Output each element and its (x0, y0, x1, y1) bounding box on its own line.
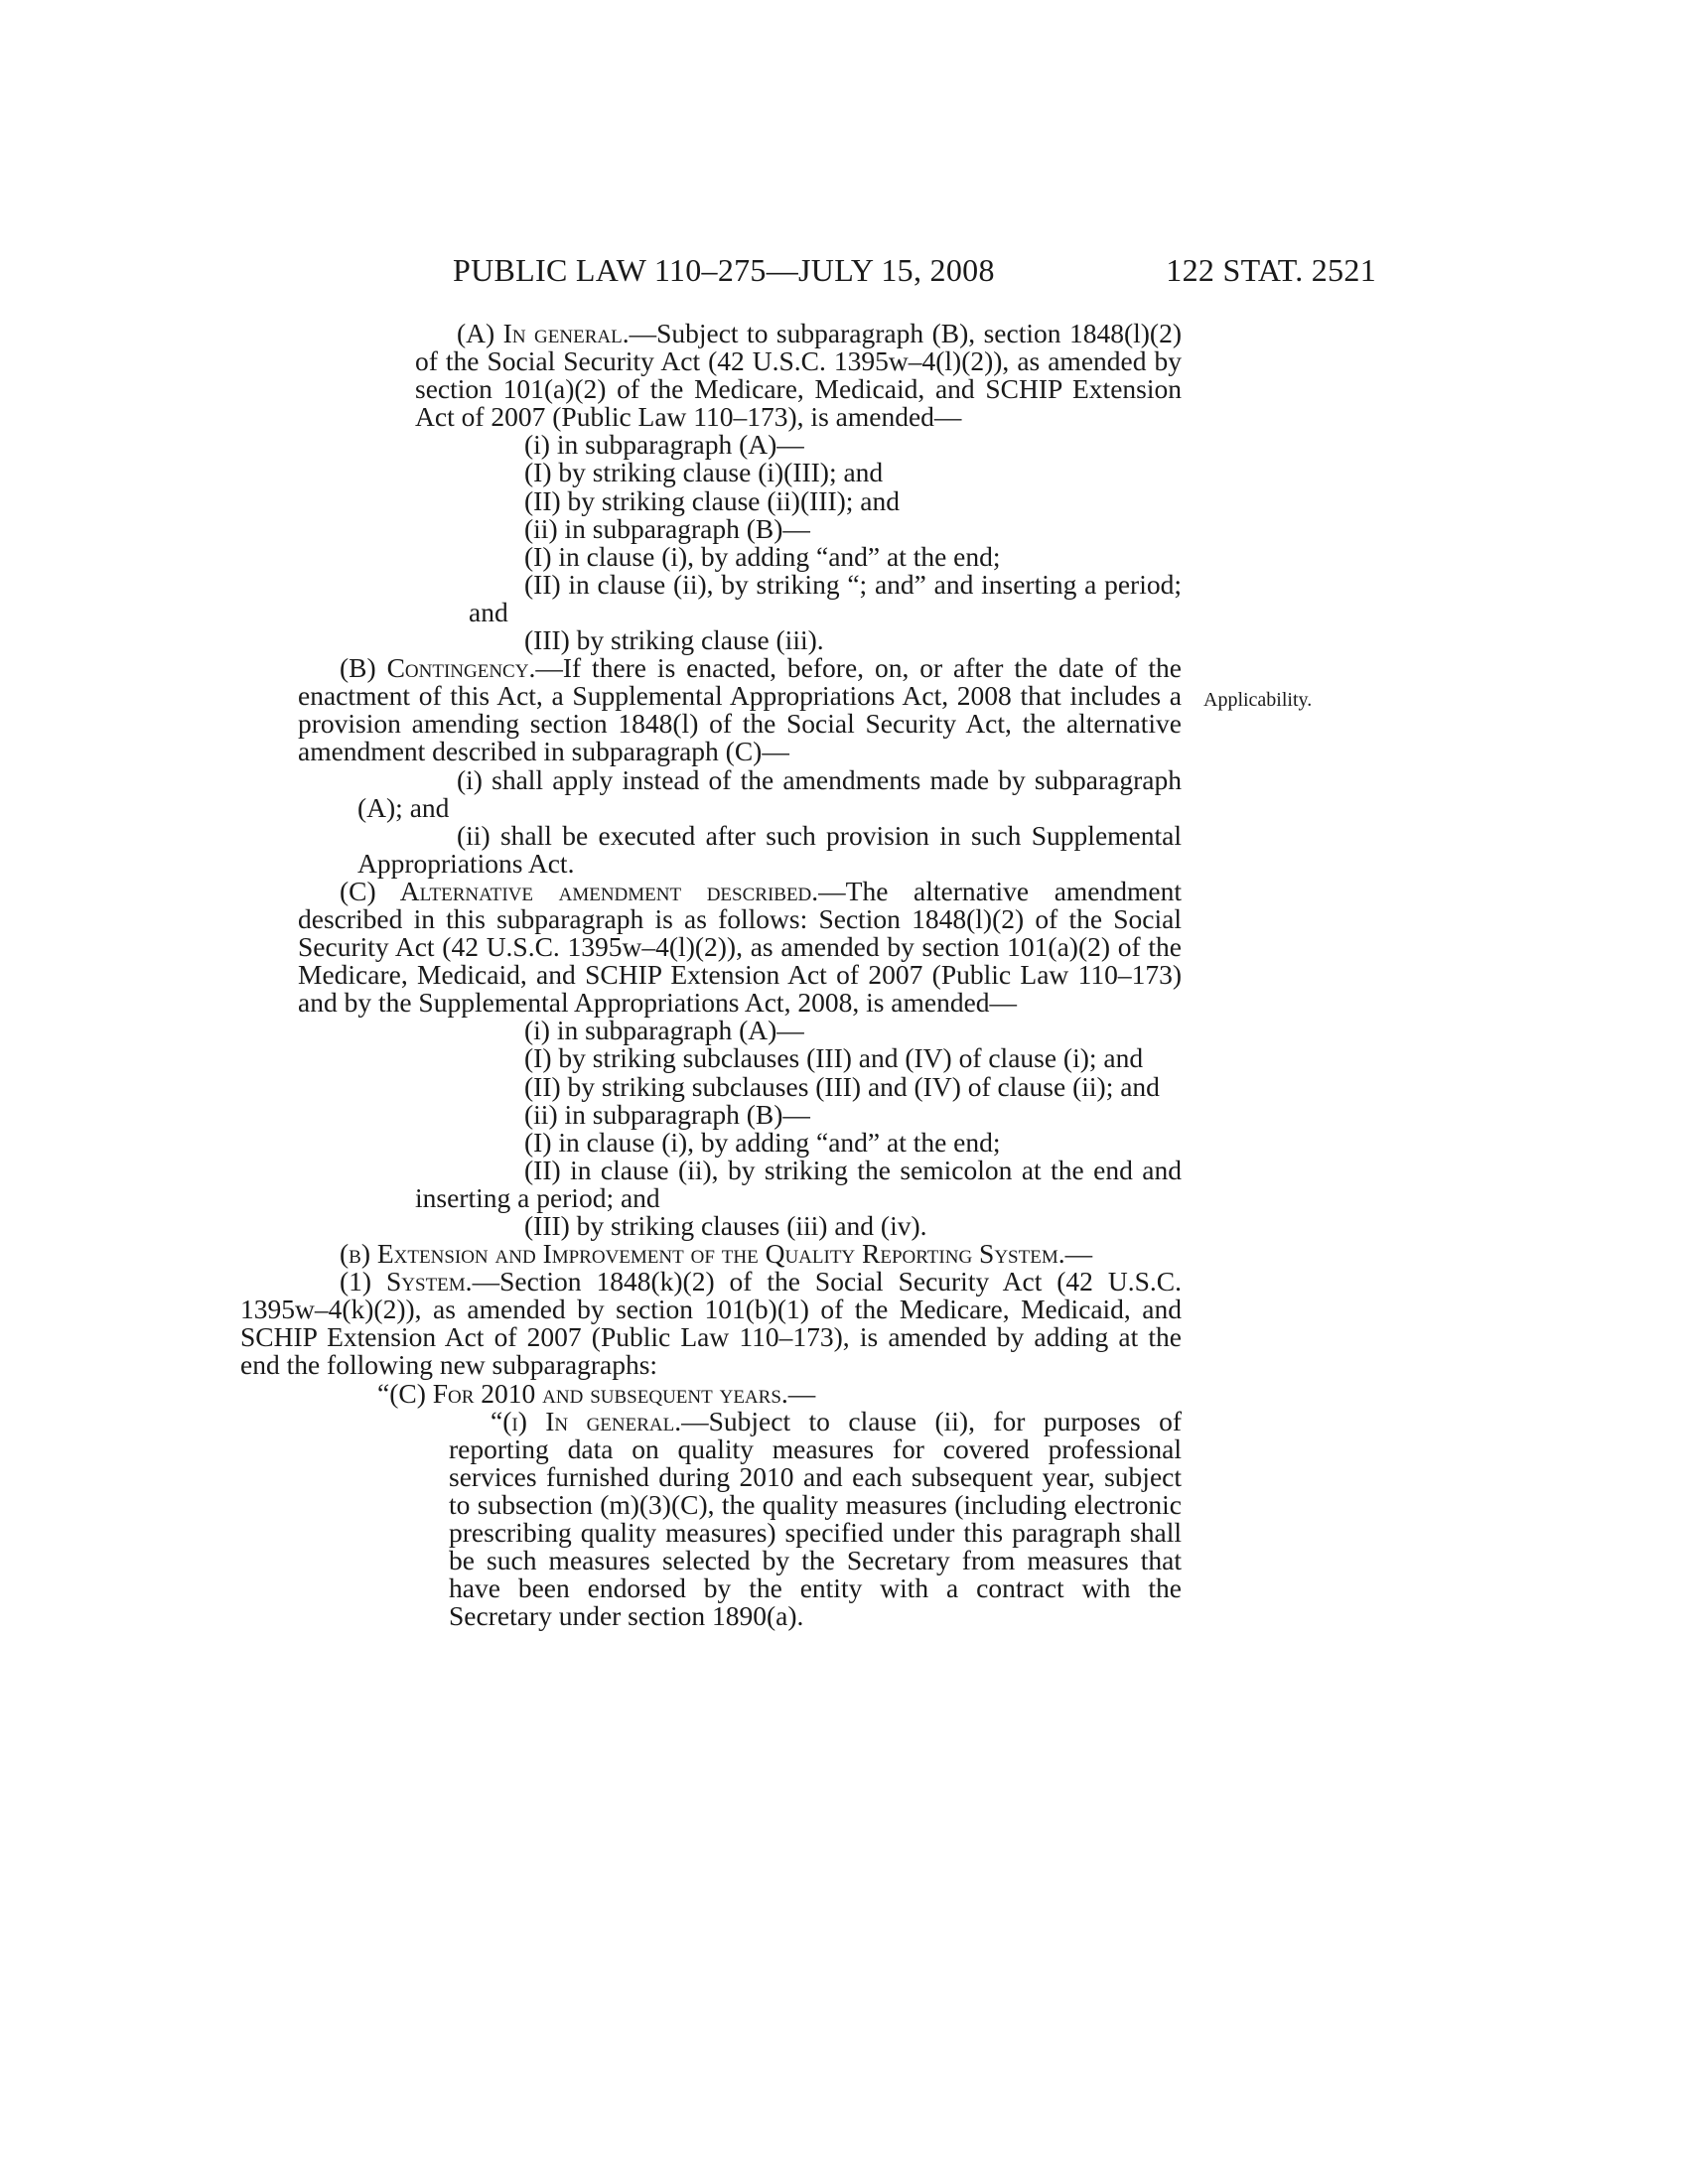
subparagraph-c-alternative-amendment: (C) Alternative amendment described.—The alternative amendment described in this subparagraph is as follows: Section 1848(l)(2) of the Social Security Act (42 U.S.C. 1395w–4(l)(2)), as amended by section 101(a)(2) of the Medicare, Medicaid, and SCHIP Extension Act of 2007 (Public Law 110–173) and by the Supplemental Appropriations Act, 2008, is amended— (298, 875, 1182, 1019)
subclause: (I) by striking clause (i)(III); and (524, 457, 884, 488)
running-head-title: PUBLIC LAW 110–275—JULY 15, 2008 (453, 252, 995, 288)
clause-i: (i) in subparagraph (A)— (524, 429, 804, 461)
subclause: (II) in clause (ii), by striking “; and” and inserting a period; and (469, 568, 1182, 627)
quoted-clause-i-general: “(i) In general.—Subject to clause (ii), for purposes of reporting data on quality measures for covered professional services furnished during 2010 and each subsequent year, subject to subsection (m)(3)(C), the quality measures (including electronic prescribing quality measures) specified under this paragraph shall be such measures selected by the Secretary from measures that have been endorsed by the entity with a contract with the Secretary under section 1890(a). (449, 1405, 1182, 1632)
subclause: (I) in clause (i), by adding “and” at the end; (524, 540, 1001, 572)
subclause: (I) in clause (i), by adding “and” at the end; (524, 1126, 1001, 1158)
subclause: (II) in clause (ii), by striking the semicolon at the end and inserting a period; and (415, 1154, 1182, 1213)
clause-i: (i) shall apply instead of the amendments made by subparagraph (A); and (357, 763, 1182, 823)
clause-i: (i) in subparagraph (A)— (524, 1015, 804, 1046)
running-header (453, 250, 1376, 290)
clause-ii: (ii) shall be executed after such provision in such Supplemental Appropriations Act. (357, 819, 1182, 879)
subclause: (III) by striking clause (iii). (524, 624, 824, 656)
clause-ii: (ii) in subparagraph (B)— (524, 512, 810, 544)
page-number: 122 STAT. 2521 (1166, 252, 1376, 288)
quoted-subparagraph-c-heading: “(C) For 2010 and subsequent years.— (377, 1377, 816, 1409)
statute-body (240, 318, 1182, 1632)
subparagraph-b-contingency: (B) Contingency.—If there is enacted, before, on, or after the date of the enactment of this Act, a Supplemental Appropriations Act, 2008 that includes a provision amending section 1848(l) of the Social Security Act, the alternative amendment described in subparagraph (C)— (298, 652, 1182, 767)
subclause: (III) by striking clauses (iii) and (iv). (524, 1210, 927, 1241)
subclause: (I) by striking subclauses (III) and (IV) of clause (i); and (524, 1042, 1144, 1074)
clause-ii: (ii) in subparagraph (B)— (524, 1098, 810, 1130)
subparagraph-a-general: (A) In general.—Subject to subparagraph (B), section 1848(l)(2) of the Social Security Act (42 U.S.C. 1395w–4(l)(2)), as amended by section 101(a)(2) of the Medicare, Medicaid, and SCHIP Extension Act of 2007 (Public Law 110–173), is amended— (415, 318, 1182, 433)
paragraph-1-system: (1) System.—Section 1848(k)(2) of the Social Security Act (42 U.S.C. 1395w–4(k)(2)), as amended by section 101(b)(1) of the Medicare, Medicaid, and SCHIP Extension Act of 2007 (Public Law 110–173), is amended by adding at the end the following new subparagraphs: (240, 1266, 1182, 1381)
subsection-b-heading: (b) Extension and Improvement of the Quality Reporting System.— (340, 1238, 1093, 1270)
margin-note: Applicability. (1203, 689, 1313, 711)
subclause: (II) by striking subclauses (III) and (IV) of clause (ii); and (524, 1070, 1160, 1102)
subclause: (II) by striking clause (ii)(III); and (524, 484, 900, 516)
